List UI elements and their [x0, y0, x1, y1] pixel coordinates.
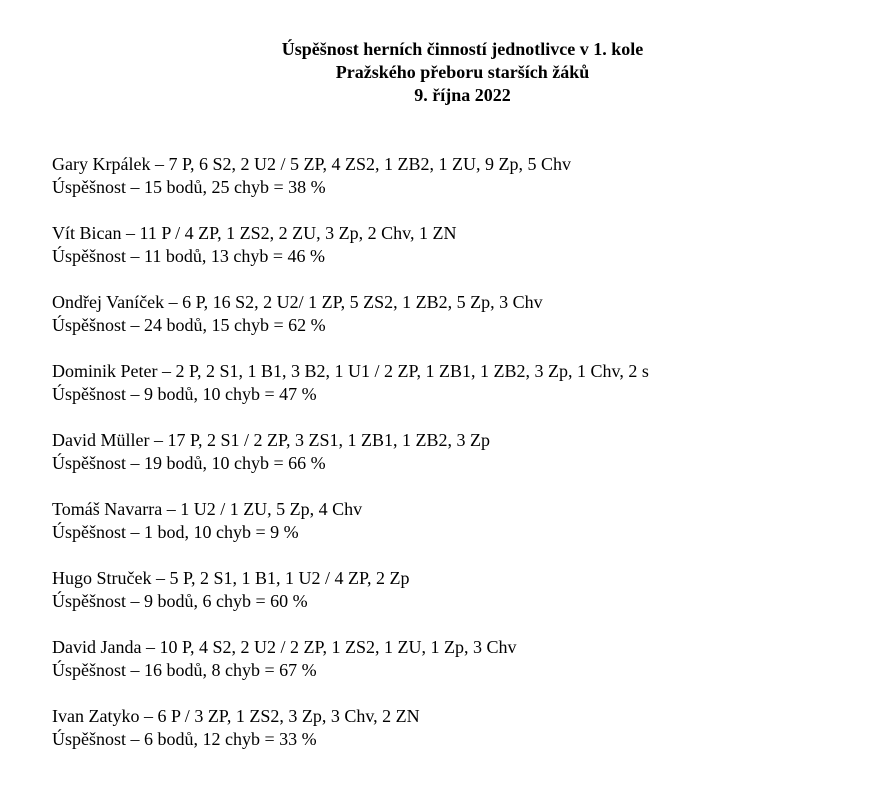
player-stats: David Janda – 10 P, 4 S2, 2 U2 / 2 ZP, 1 ZS2, 1 ZU, 1 Zp, 3 Chv	[52, 637, 517, 657]
player-entry	[52, 360, 872, 429]
player-entry	[52, 153, 872, 222]
player-success: Úspěšnost – 1 bod, 10 chyb = 9 %	[52, 522, 299, 542]
player-success: Úspěšnost – 6 bodů, 12 chyb = 33 %	[52, 729, 317, 749]
player-stats: Gary Krpálek – 7 P, 6 S2, 2 U2 / 5 ZP, 4 ZS2, 1 ZB2, 1 ZU, 9 Zp, 5 Chv	[52, 154, 571, 174]
player-entry	[52, 291, 872, 360]
player-stats: Vít Bican – 11 P / 4 ZP, 1 ZS2, 2 ZU, 3 Zp, 2 Chv, 1 ZN	[52, 223, 457, 243]
player-entry	[52, 567, 872, 636]
player-success: Úspěšnost – 24 bodů, 15 chyb = 62 %	[52, 315, 326, 335]
player-stats: Ondřej Vaníček – 6 P, 16 S2, 2 U2/ 1 ZP, 5 ZS2, 1 ZB2, 5 Zp, 3 Chv	[52, 292, 543, 312]
player-success: Úspěšnost – 9 bodů, 10 chyb = 47 %	[52, 384, 317, 404]
player-success: Úspěšnost – 15 bodů, 25 chyb = 38 %	[52, 177, 326, 197]
player-success: Úspěšnost – 11 bodů, 13 chyb = 46 %	[52, 246, 325, 266]
player-entry	[52, 222, 872, 291]
document-title	[0, 38, 885, 107]
player-stats: Dominik Peter – 2 P, 2 S1, 1 B1, 3 B2, 1 U1 / 2 ZP, 1 ZB1, 1 ZB2, 3 Zp, 1 Chv, 2 s	[52, 361, 649, 381]
player-stats: Hugo Struček – 5 P, 2 S1, 1 B1, 1 U2 / 4 ZP, 2 Zp	[52, 568, 410, 588]
title-date: 9. října 2022	[414, 85, 511, 105]
player-success: Úspěšnost – 9 bodů, 6 chyb = 60 %	[52, 591, 308, 611]
player-entry	[52, 498, 872, 567]
player-success: Úspěšnost – 16 bodů, 8 chyb = 67 %	[52, 660, 317, 680]
player-success: Úspěšnost – 19 bodů, 10 chyb = 66 %	[52, 453, 326, 473]
title-line-1: Úspěšnost herních činností jednotlivce v 1. kole	[281, 39, 644, 59]
player-list	[52, 153, 872, 774]
player-entry	[52, 705, 872, 774]
title-line-2: Pražského přeboru starších žáků	[335, 62, 590, 82]
player-entry	[52, 636, 872, 705]
player-stats: David Müller – 17 P, 2 S1 / 2 ZP, 3 ZS1, 1 ZB1, 1 ZB2, 3 Zp	[52, 430, 491, 450]
player-stats: Tomáš Navarra – 1 U2 / 1 ZU, 5 Zp, 4 Chv	[52, 499, 363, 519]
player-entry	[52, 429, 872, 498]
player-stats: Ivan Zatyko – 6 P / 3 ZP, 1 ZS2, 3 Zp, 3 Chv, 2 ZN	[52, 706, 420, 726]
